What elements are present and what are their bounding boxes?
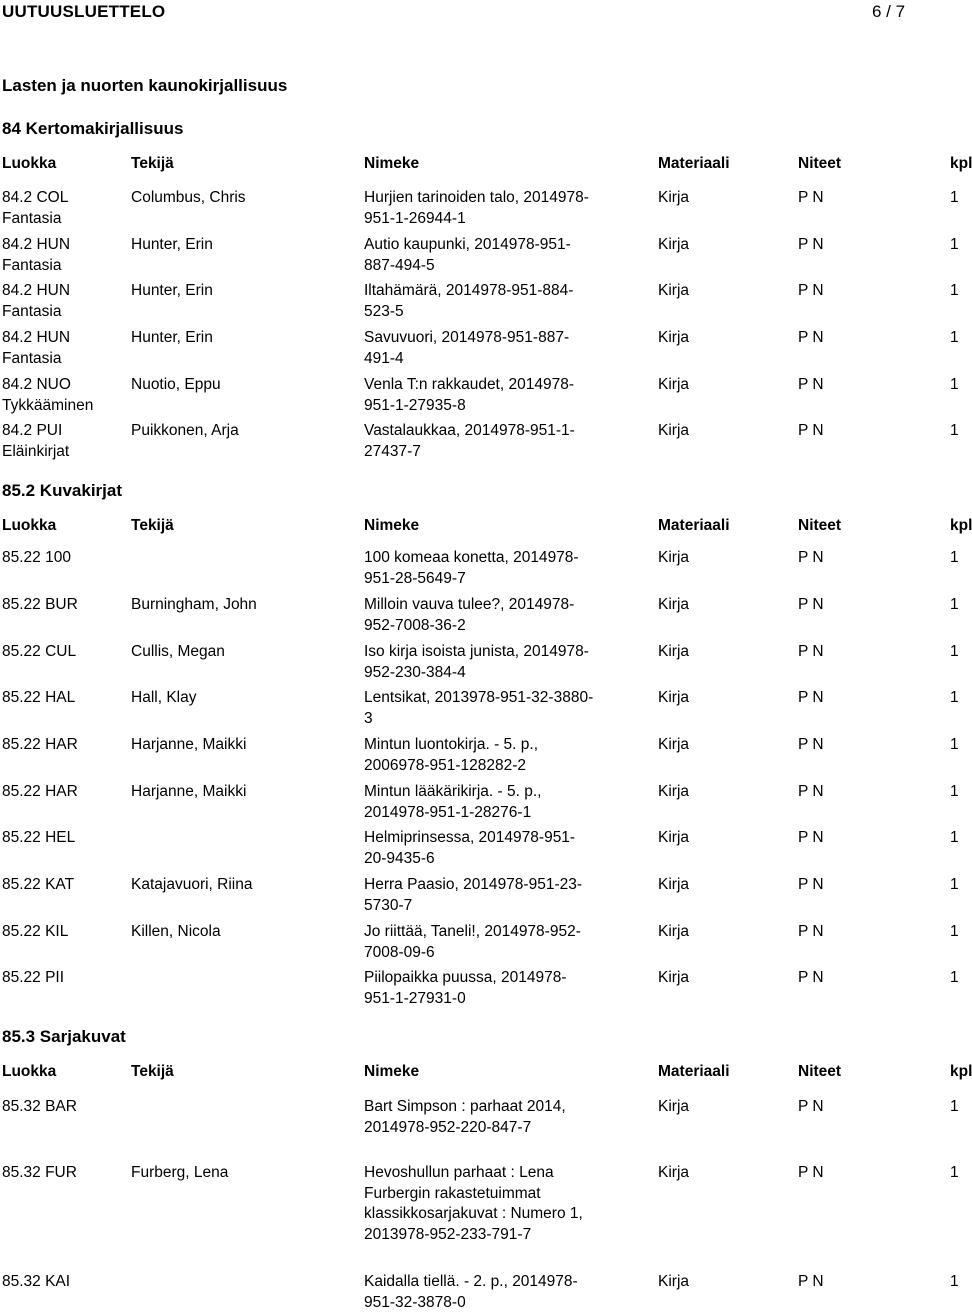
- entry-isbn: 978-951-32-3880-3: [364, 689, 594, 727]
- entry-genre: Fantasia: [2, 256, 62, 274]
- entry-isbn: 978-952-7008-36-2: [364, 596, 575, 634]
- entry-class: [2, 922, 68, 943]
- entry-class: [2, 328, 70, 369]
- entry-class-code: 85.22 100: [2, 549, 71, 566]
- entry-copies-status: P N: [798, 376, 824, 393]
- column-header-row: [0, 155, 972, 177]
- entry-title: Bart Simpson : parhaat 2014, 2014: [364, 1098, 566, 1136]
- entry-material: Kirja: [658, 189, 690, 206]
- entry-class-code: 85.22 KAT: [2, 876, 75, 893]
- entry-title-block: [364, 1272, 594, 1313]
- entry-title-block: [364, 782, 594, 823]
- entry-title-block: [364, 281, 594, 322]
- entry-title: 100 komeaa konetta, 2014: [364, 549, 548, 566]
- entry-genre: Eläinkirjat: [2, 442, 70, 460]
- entry-title: Hurjien tarinoiden talo, 2014: [364, 189, 558, 206]
- entry-material: Kirja: [658, 236, 690, 253]
- entry-class-code: 85.32 BAR: [2, 1098, 77, 1115]
- entry-copies-status: P N: [798, 282, 824, 299]
- entry-count: 1: [950, 1273, 959, 1290]
- entry-title-block: [364, 548, 594, 589]
- entry-class-code: 85.22 HAR: [2, 736, 78, 753]
- entry-material: Kirja: [658, 422, 690, 439]
- entry-title: Savuvuori, 2014: [364, 329, 477, 346]
- entry-class: [2, 595, 78, 616]
- entry-copies-status: P N: [798, 969, 824, 986]
- entry-count: 1: [950, 236, 959, 253]
- column-header-tekija: Tekijä: [131, 155, 174, 172]
- entry-title: Iso kirja isoista junista, 2014: [364, 643, 558, 660]
- column-header-kpl: kpl: [950, 155, 972, 172]
- entry-genre: Fantasia: [2, 302, 62, 320]
- entry-count: 1: [950, 282, 959, 299]
- entry-copies-status: P N: [798, 923, 824, 940]
- entry-class-code: 85.22 PII: [2, 969, 65, 986]
- entry-count: 1: [950, 596, 959, 613]
- entry-copies-status: P N: [798, 236, 824, 253]
- entry-material: Kirja: [658, 1164, 690, 1181]
- entry-title: Lentsikat, 2013: [364, 689, 470, 706]
- entry-title-block: [364, 188, 594, 229]
- column-header-materiaali: Materiaali: [658, 1063, 730, 1080]
- entry-author: Harjanne, Maikki: [131, 736, 247, 753]
- entry-class: [2, 235, 70, 276]
- entry-isbn: 978-951-884-523-5: [364, 282, 574, 320]
- entry-title: Herra Paasio, 2014: [364, 876, 498, 893]
- entry-isbn: 978-951-887-494-5: [364, 236, 571, 274]
- entry-count: 1: [950, 1164, 959, 1181]
- entry-material: Kirja: [658, 1098, 690, 1115]
- column-header-row: [0, 1063, 972, 1085]
- entry-isbn: 978-952-233-791-7: [398, 1225, 532, 1243]
- column-header-kpl: kpl: [950, 1063, 972, 1080]
- entry-material: Kirja: [658, 596, 690, 613]
- entry-count: 1: [950, 736, 959, 753]
- entry-title-block: [364, 1163, 594, 1245]
- column-header-tekija: Tekijä: [131, 1063, 174, 1080]
- entry-copies-status: P N: [798, 1098, 824, 1115]
- entry-count: 1: [950, 829, 959, 846]
- entry-material: Kirja: [658, 282, 690, 299]
- entry-title-block: [364, 735, 594, 776]
- entry-class-code: 84.2 HUN: [2, 282, 71, 299]
- entry-author: Hunter, Erin: [131, 329, 213, 346]
- subsection-title: 85.3 Sarjakuvat: [2, 1027, 126, 1046]
- column-header-luokka: Luokka: [2, 1063, 57, 1080]
- entry-material: Kirja: [658, 876, 690, 893]
- entry-copies-status: P N: [798, 189, 824, 206]
- entry-copies-status: P N: [798, 689, 824, 706]
- entry-author: Hall, Klay: [131, 689, 197, 706]
- entry-material: Kirja: [658, 783, 690, 800]
- entry-title-block: [364, 421, 594, 462]
- entry-material: Kirja: [658, 376, 690, 393]
- entry-isbn: 978-951-128282-2: [398, 756, 527, 774]
- entry-copies-status: P N: [798, 549, 824, 566]
- entry-class: [2, 421, 69, 462]
- column-header-luokka: Luokka: [2, 155, 57, 172]
- entry-isbn: 978-951-1-27935-8: [364, 376, 574, 414]
- entry-class: [2, 1097, 77, 1118]
- entry-count: 1: [950, 923, 959, 940]
- entry-copies-status: P N: [798, 422, 824, 439]
- column-header-nimeke: Nimeke: [364, 517, 420, 534]
- entry-title: Mintun lääkärikirja. - 5. p., 2014: [364, 783, 542, 821]
- entry-copies-status: P N: [798, 736, 824, 753]
- entry-copies-status: P N: [798, 876, 824, 893]
- entry-material: Kirja: [658, 969, 690, 986]
- page-number: 6 / 7: [872, 2, 906, 21]
- entry-isbn: 978-952-220-847-7: [398, 1118, 532, 1136]
- entry-isbn: 978-951-1-27437-7: [364, 422, 575, 460]
- entry-count: 1: [950, 643, 959, 660]
- entry-class: [2, 548, 71, 569]
- entry-class: [2, 281, 70, 322]
- entry-class: [2, 828, 75, 849]
- entry-copies-status: P N: [798, 596, 824, 613]
- entry-title: Vastalaukkaa, 2014: [364, 422, 500, 439]
- page-header: [0, 0, 960, 24]
- column-header-niteet: Niteet: [798, 517, 842, 534]
- entry-class: [2, 642, 76, 663]
- entry-genre: Fantasia: [2, 209, 62, 227]
- entry-copies-status: P N: [798, 1273, 824, 1290]
- entry-class: [2, 688, 75, 709]
- column-header-luokka: Luokka: [2, 517, 57, 534]
- entry-class-code: 84.2 HUN: [2, 236, 71, 253]
- entry-author: Furberg, Lena: [131, 1164, 229, 1181]
- column-header-row: [0, 517, 972, 539]
- subsection-title: 84 Kertomakirjallisuus: [2, 119, 184, 138]
- entry-title-block: [364, 875, 594, 916]
- entry-author: Burningham, John: [131, 596, 257, 613]
- entry-title-block: [364, 1097, 594, 1138]
- entry-count: 1: [950, 376, 959, 393]
- entry-material: Kirja: [658, 829, 690, 846]
- entry-title: Venla T:n rakkaudet, 2014: [364, 376, 543, 393]
- entry-title-block: [364, 375, 594, 416]
- entry-copies-status: P N: [798, 783, 824, 800]
- entry-genre: Tykkääminen: [2, 396, 94, 414]
- entry-isbn: 978-951-1-27931-0: [364, 969, 567, 1007]
- entry-title: Jo riittää, Taneli!, 2014: [364, 923, 519, 940]
- section-title: Lasten ja nuorten kaunokirjallisuus: [2, 76, 288, 95]
- entry-class: [2, 1163, 77, 1184]
- entry-class-code: 85.22 HEL: [2, 829, 76, 846]
- entry-title: Piilopaikka puussa, 2014: [364, 969, 536, 986]
- entry-class-code: 84.2 COL: [2, 189, 69, 206]
- subsection-title: 85.2 Kuvakirjat: [2, 481, 123, 500]
- entry-copies-status: P N: [798, 329, 824, 346]
- entry-isbn: 978-952-7008-09-6: [364, 923, 581, 961]
- entry-title: Hevoshullun parhaat : Lena Furbergin rakastetuimmat klassikkosarjakuvat : Numero 1, 2013: [364, 1164, 583, 1243]
- column-header-niteet: Niteet: [798, 155, 842, 172]
- entry-genre: Fantasia: [2, 349, 62, 367]
- entry-class: [2, 1272, 70, 1293]
- entry-count: 1: [950, 689, 959, 706]
- entry-class: [2, 188, 68, 229]
- entry-copies-status: P N: [798, 829, 824, 846]
- entry-title: Kaidalla tiellä. - 2. p., 2014: [364, 1273, 547, 1290]
- entry-class: [2, 875, 74, 896]
- entry-material: Kirja: [658, 549, 690, 566]
- entry-isbn: 978-951-28-5649-7: [364, 549, 579, 587]
- column-header-materiaali: Materiaali: [658, 155, 730, 172]
- entry-class-code: 85.22 BUR: [2, 596, 78, 613]
- entry-class-code: 85.22 CUL: [2, 643, 77, 660]
- entry-author: Hunter, Erin: [131, 282, 213, 299]
- entry-class: [2, 782, 78, 803]
- entry-copies-status: P N: [798, 643, 824, 660]
- entry-count: 1: [950, 783, 959, 800]
- entry-material: Kirja: [658, 1273, 690, 1290]
- entry-class-code: 85.32 FUR: [2, 1164, 77, 1181]
- entry-isbn: 978-951-887-491-4: [364, 329, 570, 367]
- entry-count: 1: [950, 329, 959, 346]
- entry-isbn: 978-951-1-26944-1: [364, 189, 589, 227]
- entry-title-block: [364, 642, 594, 683]
- entry-isbn: 978-951-1-28276-1: [398, 803, 532, 821]
- entry-author: Hunter, Erin: [131, 236, 213, 253]
- entry-isbn: 978-952-230-384-4: [364, 643, 589, 681]
- entry-class-code: 85.22 HAL: [2, 689, 76, 706]
- entry-class-code: 84.2 NUO: [2, 376, 71, 393]
- column-header-tekija: Tekijä: [131, 517, 174, 534]
- entry-title-block: [364, 922, 594, 963]
- entry-author: Harjanne, Maikki: [131, 783, 247, 800]
- entry-title-block: [364, 235, 594, 276]
- entry-title-block: [364, 328, 594, 369]
- entry-title: Mintun luontokirja. - 5. p., 2006: [364, 736, 539, 774]
- entry-title: Autio kaupunki, 2014: [364, 236, 509, 253]
- entry-material: Kirja: [658, 736, 690, 753]
- entry-copies-status: P N: [798, 1164, 824, 1181]
- entry-title-block: [364, 968, 594, 1009]
- entry-class-code: 85.32 KAI: [2, 1273, 71, 1290]
- column-header-nimeke: Nimeke: [364, 155, 420, 172]
- entry-title: Helmiprinsessa, 2014: [364, 829, 514, 846]
- entry-class: [2, 735, 78, 756]
- entry-author: Columbus, Chris: [131, 189, 246, 206]
- entry-material: Kirja: [658, 689, 690, 706]
- entry-author: Killen, Nicola: [131, 923, 221, 940]
- entry-material: Kirja: [658, 643, 690, 660]
- entry-count: 1: [950, 189, 959, 206]
- entry-isbn: 978-951-32-3878-0: [364, 1273, 578, 1311]
- entry-count: 1: [950, 549, 959, 566]
- entry-class-code: 85.22 KIL: [2, 923, 69, 940]
- entry-material: Kirja: [658, 923, 690, 940]
- entry-isbn: 978-951-20-9435-6: [364, 829, 576, 867]
- column-header-materiaali: Materiaali: [658, 517, 730, 534]
- entry-author: Cullis, Megan: [131, 643, 225, 660]
- entry-author: Nuotio, Eppu: [131, 376, 221, 393]
- entry-class-code: 85.22 HAR: [2, 783, 78, 800]
- entry-isbn: 978-951-23-5730-7: [364, 876, 583, 914]
- entry-class-code: 84.2 PUI: [2, 422, 63, 439]
- entry-count: 1: [950, 969, 959, 986]
- column-header-niteet: Niteet: [798, 1063, 842, 1080]
- entry-count: 1: [950, 1098, 959, 1115]
- entry-count: 1: [950, 422, 959, 439]
- entry-material: Kirja: [658, 329, 690, 346]
- entry-title-block: [364, 595, 594, 636]
- column-header-kpl: kpl: [950, 517, 972, 534]
- column-header-nimeke: Nimeke: [364, 1063, 420, 1080]
- entry-author: Katajavuori, Riina: [131, 876, 253, 893]
- entry-title-block: [364, 828, 594, 869]
- entry-title: Milloin vauva tulee?, 2014: [364, 596, 544, 613]
- entry-class: [2, 375, 93, 416]
- entry-title: Iltahämärä, 2014: [364, 282, 481, 299]
- entry-class: [2, 968, 64, 989]
- document-title: UUTUUSLUETTELO: [2, 2, 166, 21]
- entry-author: Puikkonen, Arja: [131, 422, 239, 439]
- entry-title-block: [364, 688, 594, 729]
- entry-count: 1: [950, 876, 959, 893]
- entry-class-code: 84.2 HUN: [2, 329, 71, 346]
